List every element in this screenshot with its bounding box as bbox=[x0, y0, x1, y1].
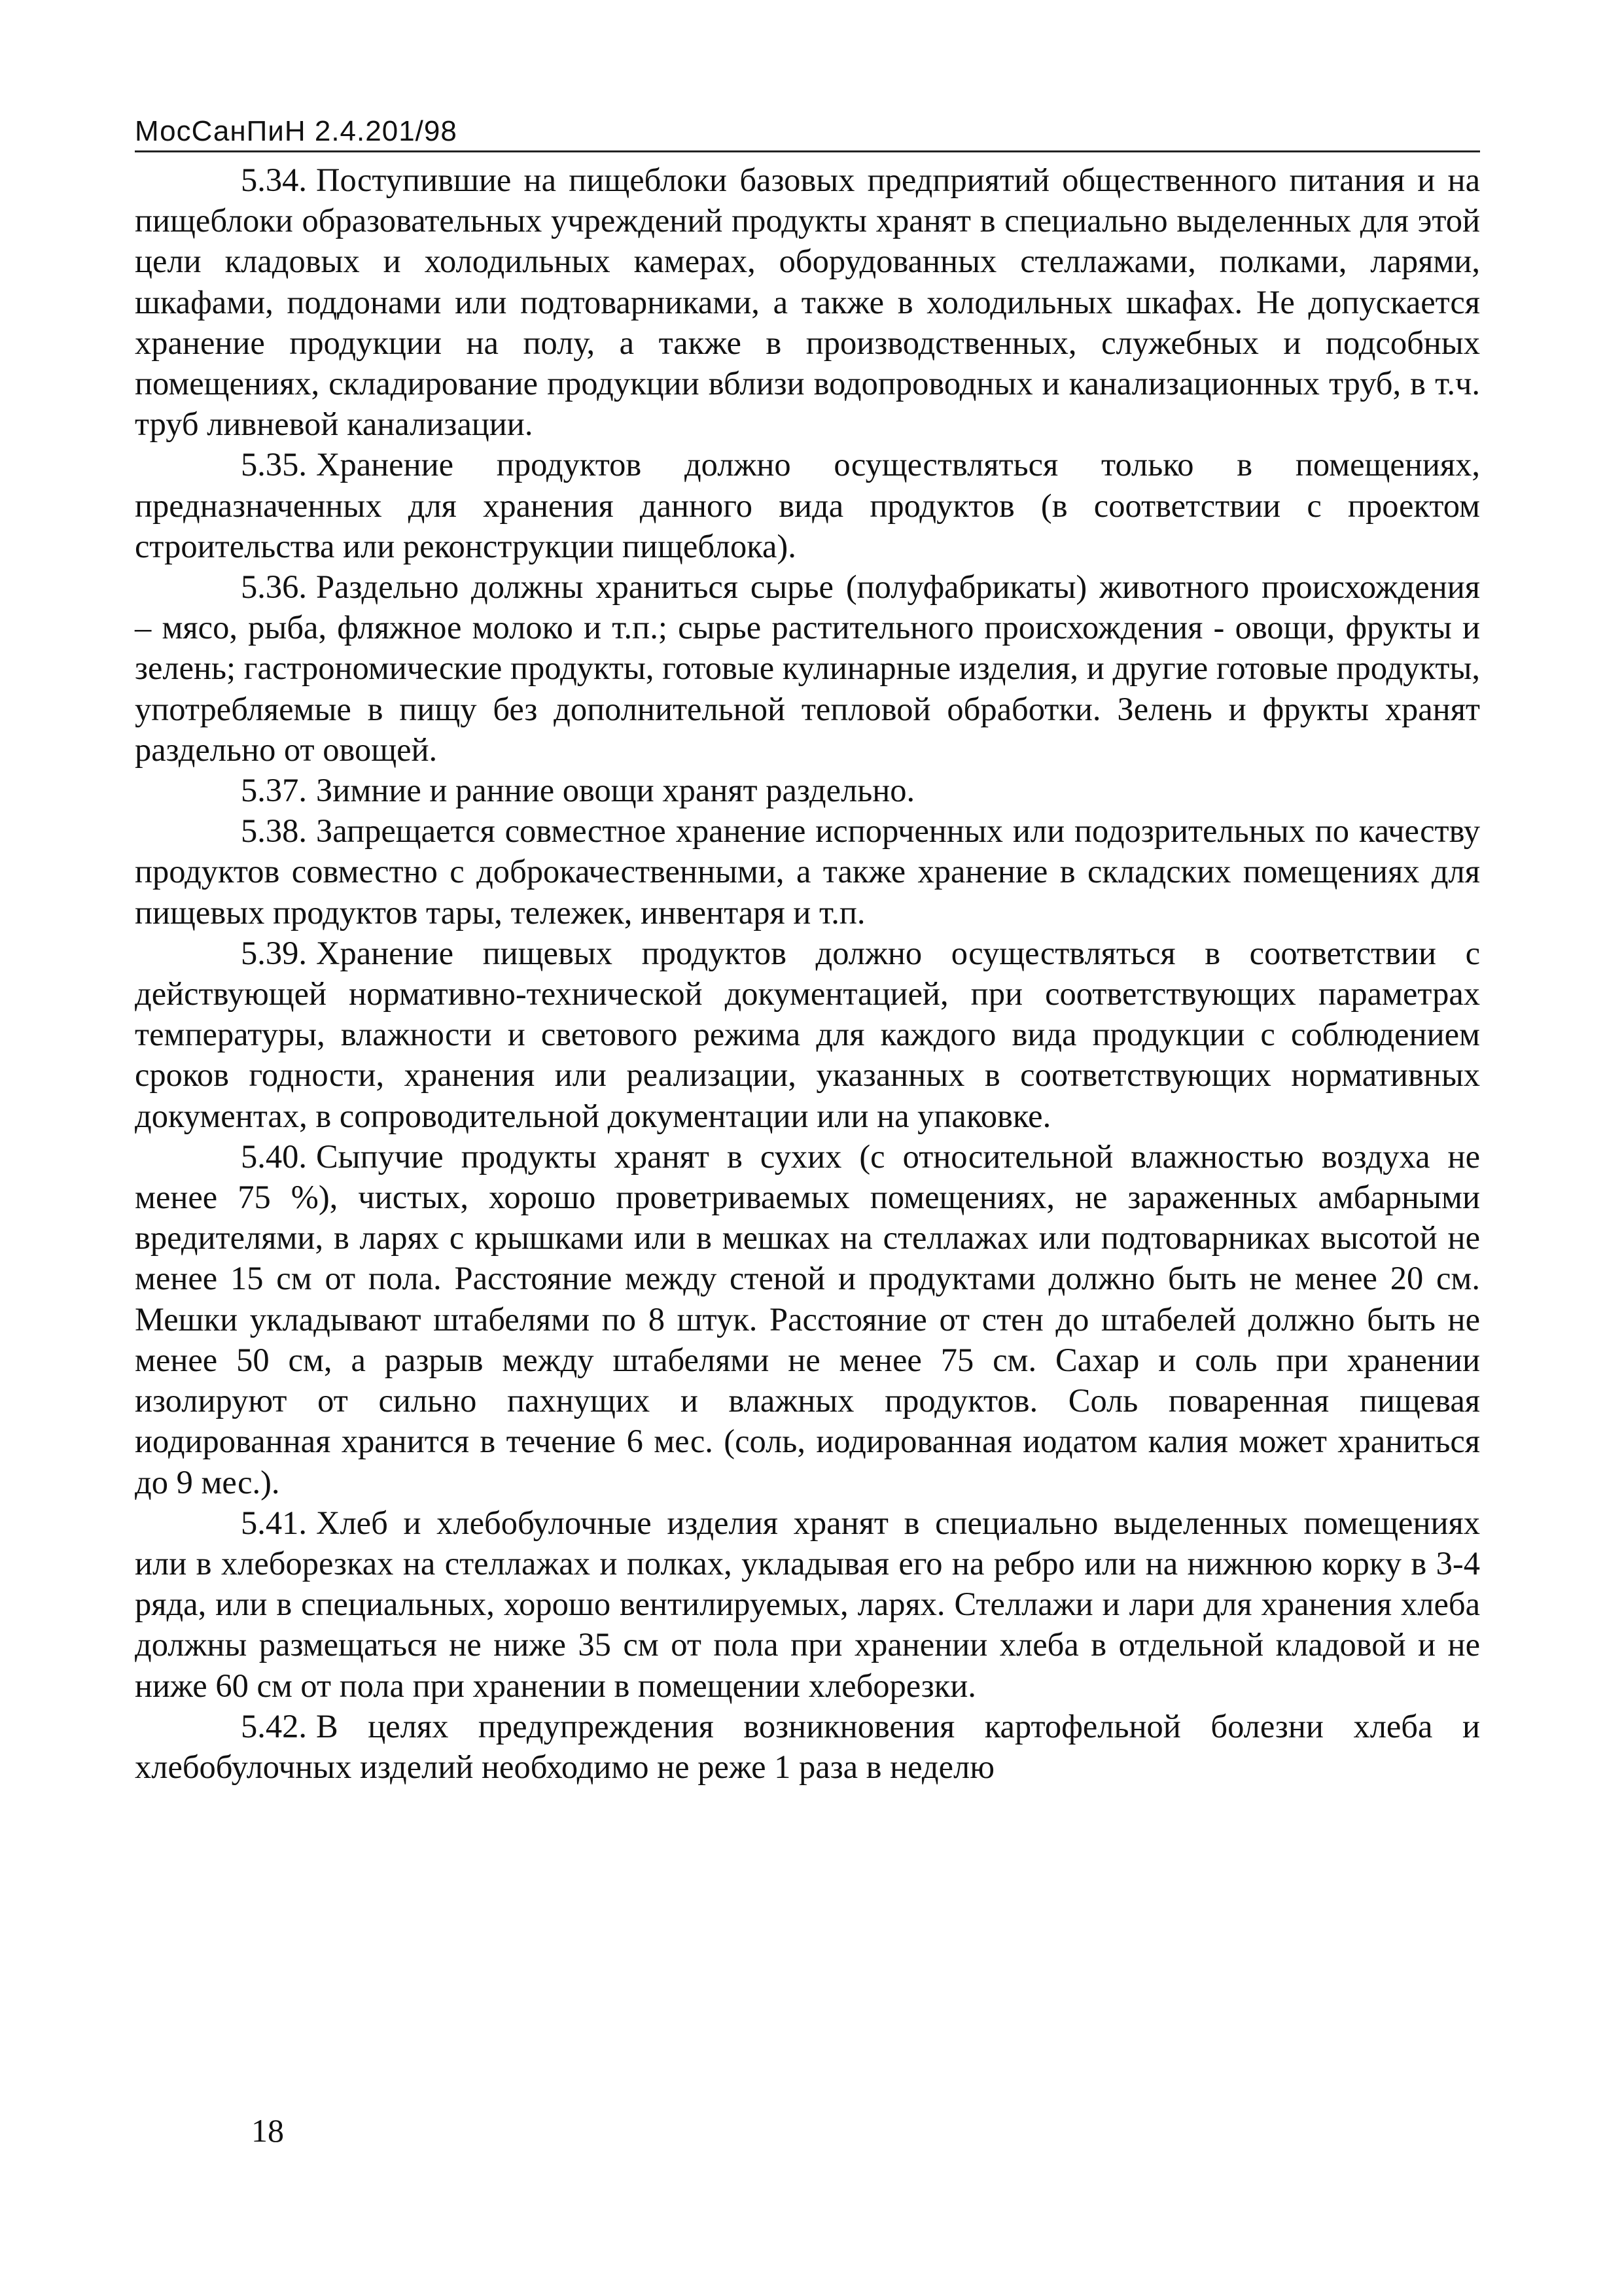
paragraph-text: Хранение пищевых продуктов должно осуществляться в соответствии с действующей нормативно-технической документацией, при соответствующих параметрах температуры, влажности и светового режима для каждого вида продукции с соблюдением сроков годности, хранения или реализации, указанных в соответствующих нормативных документах, в сопроводительной документации или на упаковке. bbox=[135, 934, 1480, 1134]
paragraph-5-39 bbox=[135, 933, 1480, 1136]
paragraph-number: 5.35. bbox=[241, 446, 307, 483]
paragraph-text: Раздельно должны храниться сырье (полуфабрикаты) животного происхождения – мясо, рыба, фляжное молоко и т.п.; сырье растительного происхождения - овощи, фрукты и зелень; гастрономические продукты, готовые кулинарные изделия, и другие готовые продукты, употребляемые в пищу без дополнительной тепловой обработки. Зелень и фрукты хранят раздельно от овощей. bbox=[135, 568, 1480, 768]
paragraph-number: 5.40. bbox=[241, 1138, 307, 1175]
document-body bbox=[135, 160, 1480, 1787]
paragraph-5-38 bbox=[135, 810, 1480, 933]
paragraph-number: 5.36. bbox=[241, 568, 307, 606]
paragraph-number: 5.38. bbox=[241, 812, 307, 850]
page-header bbox=[135, 111, 1480, 152]
document-code: МосСанПиН 2.4.201/98 bbox=[135, 115, 457, 147]
paragraph-text: Сыпучие продукты хранят в сухих (с относительной влажностью воздуха не менее 75 %), чистых, хорошо проветриваемых помещениях, не зараженных амбарными вредителями, в ларях с крышками или в мешках на стеллажах или подтоварниках высотой не менее 15 см от пола. Расстояние между стеной и продуктами должно быть не менее 20 см. Мешки укладывают штабелями по 8 штук. Расстояние от стен до штабелей должно быть не менее 50 см, а разрыв между штабелями не менее 75 см. Сахар и соль при хранении изолируют от сильно пахнущих и влажных продуктов. Соль поваренная пищевая иодированная хранится в течение 6 мес. (соль, иодированная иодатом калия может храниться до 9 мес.). bbox=[135, 1138, 1480, 1501]
paragraph-5-34 bbox=[135, 160, 1480, 444]
paragraph-number: 5.34. bbox=[241, 162, 307, 198]
paragraph-text: Хлеб и хлебобулочные изделия хранят в специально выделенных помещениях или в хлеборезках на стеллажах и полках, укладывая его на ребро или на нижнюю корку в 3-4 ряда, или в специальных, хорошо вентилируемых, ларях. Стеллажи и лари для хранения хлеба должны размещаться не ниже 35 см от пола при хранении хлеба в отдельной кладовой и не ниже 60 см от пола при хранении в помещении хлеборезки. bbox=[135, 1504, 1480, 1704]
paragraph-5-35 bbox=[135, 444, 1480, 566]
paragraph-text: В целях предупреждения возникновения картофельной болезни хлеба и хлебобулочных изделий необходимо не реже 1 раза в неделю bbox=[135, 1707, 1480, 1785]
paragraph-text: Зимние и ранние овощи хранят раздельно. bbox=[316, 772, 915, 809]
paragraph-5-37 bbox=[135, 770, 1480, 810]
paragraph-5-36 bbox=[135, 566, 1480, 770]
paragraph-number: 5.39. bbox=[241, 934, 307, 971]
paragraph-text: Поступившие на пищеблоки базовых предприятий общественного питания и на пищеблоки образовательных учреждений продукты хранят в специально выделенных для этой цели кладовых и холодильных камерах, оборудованных стеллажами, полками, ларями, шкафами, поддонами или подтоварниками, а также в холодильных шкафах. Не допускается хранение продукции на полу, а также в производственных, служебных и подсобных помещениях, складирование продукции вблизи водопроводных и канализационных труб, в т.ч. труб ливневой канализации. bbox=[135, 162, 1480, 443]
paragraph-number: 5.42. bbox=[241, 1707, 307, 1745]
paragraph-5-41 bbox=[135, 1503, 1480, 1706]
paragraph-text: Хранение продуктов должно осуществляться только в помещениях, предназначенных для хранения данного вида продуктов (в соответствии с проектом строительства или реконструкции пищеблока). bbox=[135, 446, 1480, 565]
paragraph-number: 5.37. bbox=[241, 772, 307, 809]
page-number: 18 bbox=[251, 2112, 284, 2149]
paragraph-text: Запрещается совместное хранение испорченных или подозрительных по качеству продуктов совместно с доброкачественными, а также хранение в складских помещениях для пищевых продуктов тары, тележек, инвентаря и т.п. bbox=[135, 812, 1480, 931]
paragraph-number: 5.41. bbox=[241, 1504, 307, 1541]
paragraph-5-42 bbox=[135, 1706, 1480, 1787]
paragraph-5-40 bbox=[135, 1136, 1480, 1503]
